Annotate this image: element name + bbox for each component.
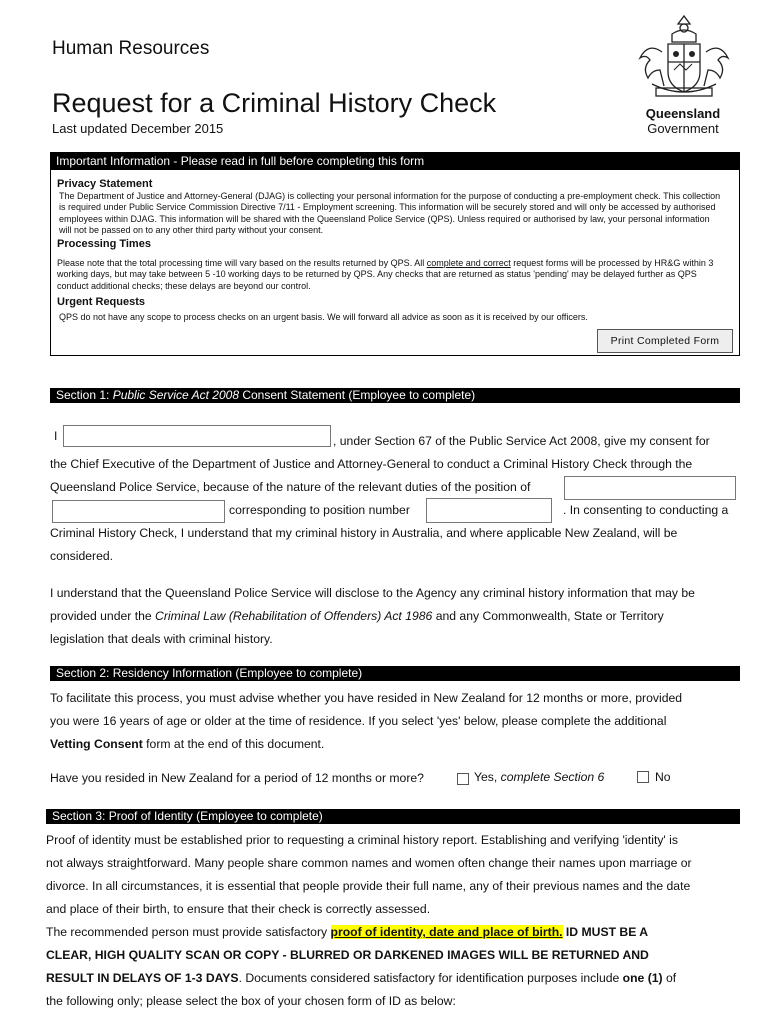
page-title: Request for a Criminal History Check	[52, 88, 497, 118]
government-wordmark	[628, 106, 738, 136]
privacy-text: The Department of Justice and Attorney-General (DJAG) is collecting your personal information for the purpose of conducting a pre-employment check. This collection is required under Public Service Commission Directive 7/11 - Employment screening. This information will be securely stored and will only be accessed by authorised employees within DJAG. This information will be shared with the Queensland Police Service (QPS). Unless required or authorised by law, your personal information will not be passed on to any other third party without your consent.	[59, 191, 721, 235]
s1-text-4: corresponding to position number	[229, 503, 410, 517]
section2-bar: Section 2: Residency Information (Employee to complete)	[50, 666, 740, 681]
urgent-heading: Urgent Requests	[57, 296, 146, 308]
logo-sub: Government	[647, 121, 719, 136]
last-updated: Last updated December 2015	[52, 121, 224, 136]
s2-line3: Vetting Consent form at the end of this document.	[50, 737, 325, 751]
s3-line4: and place of their birth, to ensure that their check is correctly assessed.	[46, 902, 431, 916]
position-title-input[interactable]	[564, 476, 736, 500]
important-info-bar: Important Information - Please read in full before completing this form	[50, 152, 740, 170]
nz-no-label: No	[655, 770, 671, 784]
processing-heading: Processing Times	[57, 238, 151, 250]
s1-para2-line2: provided under the Criminal Law (Rehabilitation of Offenders) Act 1986 and any Commonwealth, State or Territory	[50, 609, 664, 623]
print-completed-form-button[interactable]: Print Completed Form	[597, 329, 733, 353]
section3-bar: Section 3: Proof of Identity (Employee to complete)	[46, 809, 740, 824]
s3-line7: RESULT IN DELAYS OF 1-3 DAYS. Documents considered satisfactory for identification purposes include one (1) of	[46, 971, 677, 985]
s2-line1: To facilitate this process, you must advise whether you have resided in New Zealand for 12 months or more, provided	[50, 691, 683, 705]
s3-line3: divorce. In all circumstances, it is essential that people provide their full name, any of their previous names and the date	[46, 879, 691, 893]
nz-no-checkbox[interactable]	[637, 771, 649, 783]
nz-yes-checkbox[interactable]	[457, 773, 469, 785]
s1-para2-line3: legislation that deals with criminal history.	[50, 632, 273, 646]
logo-name: Queensland	[645, 106, 721, 121]
position-title-input-cont[interactable]	[52, 500, 225, 523]
s1-text-5: . In consenting to conducting a	[563, 503, 729, 517]
i-label: I	[54, 429, 58, 443]
s3-line2: not always straightforward. Many people share common names and women often change their names upon marriage or	[46, 856, 692, 870]
s1-text-2: the Chief Executive of the Department of Justice and Attorney-General to conduct a Criminal History Check through the	[50, 457, 693, 471]
s1-text-3: Queensland Police Service, because of the nature of the relevant duties of the position of	[50, 480, 531, 494]
s1-text-1: , under Section 67 of the Public Service Act 2008, give my consent for	[333, 434, 710, 448]
important-info-box	[50, 152, 740, 356]
urgent-text: QPS do not have any scope to process checks on an urgent basis. We will forward all advice as soon as it is received by our officers.	[59, 312, 588, 322]
privacy-heading: Privacy Statement	[57, 178, 153, 190]
nz-yes-label: Yes, complete Section 6	[474, 770, 605, 784]
s2-line2: you were 16 years of age or older at the time of residence. If you select 'yes' below, please complete the additional	[50, 714, 667, 728]
processing-text: Please note that the total processing time will vary based on the results returned by QPS. All complete and correct request forms will be processed by HR&G within 3 working days, but may take between 5 -10 working days to be returned by QPS. Any checks that are returned as status 'pending' may be delayed further as QPS conduct additional checks; these delays are beyond our control.	[57, 258, 714, 291]
s3-line8: the following only; please select the box of your chosen form of ID as below:	[46, 994, 456, 1008]
s3-line5: The recommended person must provide satisfactory proof of identity, date and place of birth. ID MUST BE A	[46, 925, 649, 939]
section1-bar: Section 1: Public Service Act 2008 Consent Statement (Employee to complete)	[50, 388, 740, 403]
position-number-input[interactable]	[426, 498, 552, 523]
s1-para2-line1: I understand that the Queensland Police Service will disclose to the Agency any criminal history information that may be	[50, 586, 695, 600]
s3-line1: Proof of identity must be established prior to requesting a criminal history report. Establishing and verifying 'identity' is	[46, 833, 678, 847]
s1-text-7: considered.	[50, 549, 114, 563]
s2-question: Have you resided in New Zealand for a period of 12 months or more?	[50, 771, 424, 785]
employee-name-input[interactable]	[63, 425, 331, 447]
department-label: Human Resources	[52, 38, 210, 59]
s3-line6: CLEAR, HIGH QUALITY SCAN OR COPY - BLURRED OR DARKENED IMAGES WILL BE RETURNED AND	[46, 948, 649, 962]
s1-text-6: Criminal History Check, I understand that my criminal history in Australia, and where applicable New Zealand, will be	[50, 526, 678, 540]
